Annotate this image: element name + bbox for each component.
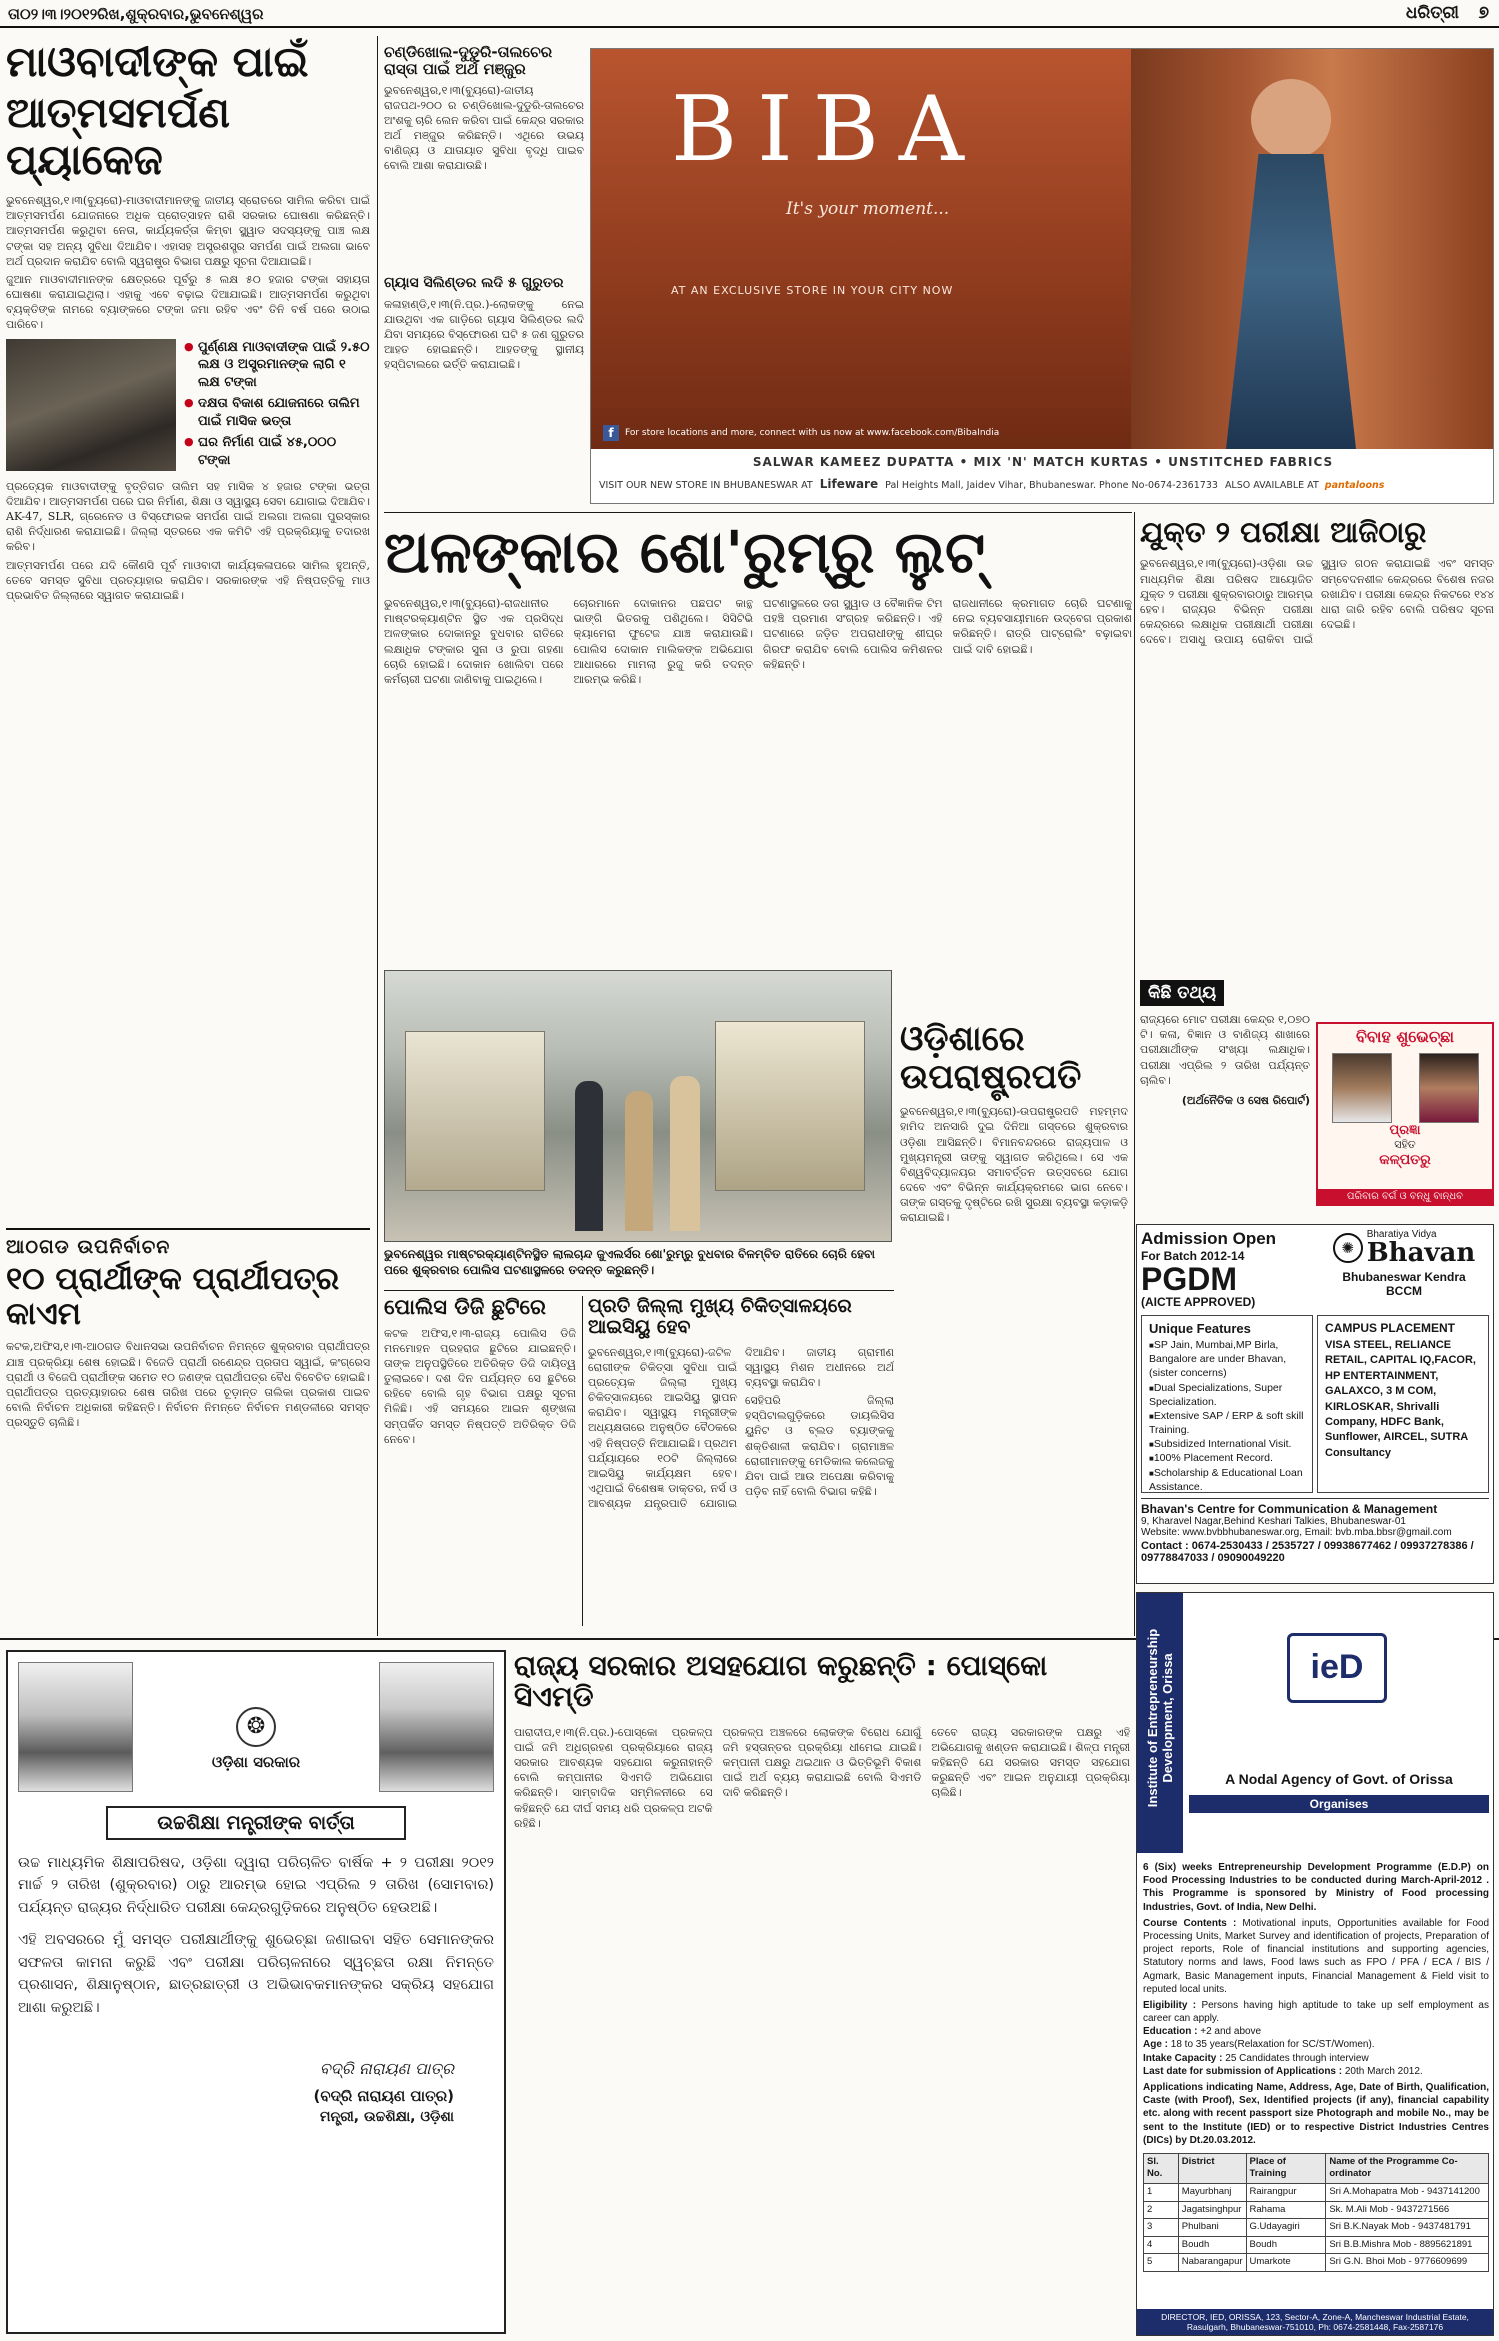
bhavan-features-title: Unique Features bbox=[1149, 1321, 1251, 1336]
govt-name: ଓଡ଼ିଶା ସରକାର bbox=[211, 1753, 301, 1771]
table-row bbox=[1144, 2219, 1489, 2237]
bhavan-web: Website: www.bvbbhubaneswar.org, Email: bvb.mba.bbsr@gmail.com bbox=[1141, 1527, 1452, 1538]
biba-facebook-text: For store locations and more, connect with us now at www.facebook.com/BibaIndia bbox=[625, 428, 1000, 438]
groom-photo bbox=[1332, 1053, 1392, 1123]
bhavan-ad bbox=[1136, 1224, 1494, 1584]
athagarh-kicker: ଆଠଗଡ ଉପନିର୍ବାଚନ bbox=[6, 1228, 370, 1258]
bhavan-course: PGDM bbox=[1141, 1261, 1237, 1297]
bhavan-feature: ■ Extensive SAP / ERP & soft skill Training. bbox=[1149, 1409, 1305, 1437]
table-cell: Mayurbhanj bbox=[1178, 2184, 1246, 2202]
maoist-story bbox=[6, 38, 370, 1198]
govt-message-title: ଉଚ୍ଚଶିକ୍ଷା ମନ୍ତ୍ରୀଙ୍କ ବାର୍ତ୍ତା bbox=[106, 1806, 406, 1840]
bullet-surrender-amount: ● ପୁର୍ଣ୍ଣକ୍ଷ ମାଓବାଦୀଙ୍କ ପାଇଁ ୨.୫୦ ଲକ୍ଷ ଓ ଅସ୍ତ୍ରମାନଙ୍କ ଲାଗି ୧ ଲକ୍ଷ ଟଙ୍କା bbox=[184, 339, 370, 392]
bhavan-centre: Bhavan's Centre for Communication & Management bbox=[1141, 1498, 1489, 1516]
table-cell: Boudh bbox=[1178, 2236, 1246, 2254]
athagarh-story bbox=[6, 1228, 370, 1628]
wedding-ad bbox=[1316, 1022, 1494, 1206]
police-headline: ପୋଲିସ ଡିଜି ଛୁଟିରେ bbox=[384, 1296, 546, 1319]
facts-body: ରାଜ୍ୟରେ ମୋଟ ପରୀକ୍ଷା କେନ୍ଦ୍ର ୧,୦୭୦ ଟି। କଳା, ବିଜ୍ଞାନ ଓ ବାଣିଜ୍ୟ ଶାଖାରେ ପରୀକ୍ଷାର୍ଥୀଙ୍କ ସଂଖ୍ୟା ଲକ୍ଷାଧିକ। ପରୀକ୍ଷା ଏପ୍ରିଲ ୨ ତାରିଖ ପର୍ଯ୍ୟନ୍ତ ଚାଲିବ। bbox=[1140, 1013, 1310, 1087]
wedding-groom: ପ୍ରଜ୍ଞା bbox=[1389, 1123, 1421, 1138]
wedding-footer: ପରିବାର ବର୍ଗ ଓ ବନ୍ଧୁ ବାନ୍ଧବ bbox=[1318, 1189, 1492, 1204]
ied-education-label: Education : bbox=[1143, 2026, 1198, 2038]
biba-partner-name: pantaloons bbox=[1324, 480, 1385, 491]
ied-vertical-title: Institute of Entrepreneurship Development, Orissa bbox=[1145, 1628, 1175, 1808]
table-cell: Boudh bbox=[1246, 2236, 1326, 2254]
bhavan-address: 9, Kharavel Nagar,Behind Keshari Talkies, Bhubaneswar-01 bbox=[1141, 1516, 1406, 1527]
table-cell: 4 bbox=[1144, 2236, 1179, 2254]
table-cell: Jagatsinghpur bbox=[1178, 2201, 1246, 2219]
table-cell: 3 bbox=[1144, 2219, 1179, 2237]
table-header: Place of Training bbox=[1246, 2153, 1326, 2183]
maoist-para-4: ଆତ୍ମସମର୍ପଣ ପରେ ଯଦି କୌଣସି ପୂର୍ବ ମାଓବାଦୀ କାର୍ଯ୍ୟକଳାପରେ ସାମିଲ ହୁଅନ୍ତି, ତେବେ ସମସ୍ତ ସୁବିଧା ପ୍ରତ୍ୟାହାର କରାଯିବ। ସରକାରଙ୍କ ଏହି ନିଷ୍ପତ୍ତିକୁ ମାଓ ପ୍ରଭାବିତ ଜିଲ୍ଲାରେ ସ୍ୱାଗତ କରାଯାଇଛି। bbox=[6, 558, 370, 602]
table-row bbox=[1144, 2184, 1489, 2202]
table-cell: Phulbani bbox=[1178, 2219, 1246, 2237]
ied-eligibility-label: Eligibility : bbox=[1143, 1999, 1197, 2011]
bhavan-feature: ■ Subsidized International Visit. bbox=[1149, 1437, 1305, 1451]
bhavan-placement-list: VISA STEEL, RELIANCE RETAIL, CAPITAL IQ,FACOR, HP ENTERTAINMENT, GALAXCO, 3 M COM, KIRLOSKAR, Shrivalli Company, HDFC Bank, Sunflower, AIRCEL, SUTRA Consultancy bbox=[1325, 1339, 1476, 1459]
cm-photo bbox=[18, 1662, 133, 1792]
bhavan-contact: Contact : 0674-2530433 / 2535727 / 09938677462 / 09937278386 / 09778847033 / 09090049220 bbox=[1141, 1540, 1474, 1564]
table-header: District bbox=[1178, 2153, 1246, 2183]
ied-lastdate-label: Last date for submission of Applications : bbox=[1143, 2065, 1343, 2077]
bhavan-admission: Admission Open bbox=[1141, 1229, 1277, 1248]
biba-product-line: SALWAR KAMEEZ DUPATTA • MIX 'N' MATCH KURTAS • UNSTITCHED FABRICS bbox=[752, 455, 1334, 469]
bhavan-feature: ■ 100% Placement Record. bbox=[1149, 1451, 1305, 1465]
maoist-para-3: ପ୍ରତ୍ୟେକ ମାଓବାଦୀଙ୍କୁ ବୃତ୍ତିଗତ ତାଲିମ ସହ ମାସିକ ୪ ହଜାର ଟଙ୍କା ଭତ୍ତା ଦିଆଯିବ। ଆତ୍ମସମର୍ପଣ ପରେ ଘର ନିର୍ମାଣ, ଶିକ୍ଷା ଓ ସ୍ୱାସ୍ଥ୍ୟ ସେବା ଯୋଗାଇ ଦିଆଯିବ। AK-47, SLR, ଗ୍ରେନେଡ ଓ ବିସ୍ଫୋରକ ସମର୍ପଣ ପାଇଁ ଅଲଗା ଅଲଗା ପୁରସ୍କାର ରାଶି ନିର୍ଦ୍ଧାରଣ କରାଯାଇଛି। ଜିଲ୍ଲା ସ୍ତରରେ ଏକ କମିଟି ଏହି ପ୍ରକ୍ରିୟାକୁ ତଦାରଖ କରିବ। bbox=[6, 479, 370, 554]
table-cell: 2 bbox=[1144, 2201, 1179, 2219]
minister-signature: ବଦ୍ରି ନାରାୟଣ ପାତ୍ର bbox=[319, 2059, 454, 2079]
gas-headline: ଗ୍ୟାସ ସିଲିଣ୍ଡର ଲଦି ୫ ଗୁରୁତର bbox=[384, 276, 564, 291]
ied-logo: ieD bbox=[1287, 1633, 1387, 1703]
bhavan-approval: (AICTE APPROVED) bbox=[1141, 1295, 1256, 1309]
table-cell: Umarkote bbox=[1246, 2254, 1326, 2272]
bhavan-logo-icon: ✺ bbox=[1333, 1233, 1363, 1263]
police-body: କଟକ ଅଫିସ,୧।୩-ରାଜ୍ୟ ପୋଲିସ ଡିଜି ମନମୋହନ ପ୍ରହରାଜ ଛୁଟିରେ ଯାଇଛନ୍ତି। ତାଙ୍କ ଅନୁପସ୍ଥିତିରେ ଅତିରିକ୍ତ ଡିଜି ଦାୟିତ୍ୱ ତୁଲାଇବେ। ଦଶ ଦିନ ପର୍ଯ୍ୟନ୍ତ ସେ ଛୁଟିରେ ରହିବେ ବୋଲି ଗୃହ ବିଭାଗ ପକ୍ଷରୁ ସୂଚନା ମିଳିଛି। ଏହି ସମୟରେ ଆଇନ ଶୃଙ୍ଖଳା ସମ୍ପର୍କିତ ସମସ୍ତ ନିଷ୍ପତ୍ତି ଅତିରିକ୍ତ ଡିଜି ନେବେ। bbox=[384, 1326, 576, 1446]
posco-story bbox=[514, 1650, 1130, 2334]
police-story bbox=[384, 1296, 576, 1626]
table-cell: Rairangpur bbox=[1246, 2184, 1326, 2202]
gas-body: କଳାହାଣ୍ଡି,୧।୩(ନି.ପ୍ର.)-ଲୋକଙ୍କୁ ନେଇ ଯାଉଥିବା ଏକ ଗାଡ଼ିରେ ଗ୍ୟାସ ସିଲିଣ୍ଡର ଲଦି ଯିବା ସମୟରେ ବିସ୍ଫୋରଣ ଘଟି ୫ ଜଣ ଗୁରୁତର ଆହତ ହୋଇଛନ୍ତି। ଆହତଙ୍କୁ ସ୍ଥାନୀୟ ହସ୍ପିଟାଲରେ ଭର୍ତ୍ତି କରାଯାଇଛି। bbox=[384, 297, 584, 372]
biba-visit-label: VISIT OUR NEW STORE IN BHUBANESWAR AT bbox=[599, 480, 813, 491]
biba-store-name: Lifeware bbox=[819, 477, 879, 491]
ied-organises: Organises bbox=[1189, 1795, 1489, 1813]
table-row bbox=[1144, 2201, 1489, 2219]
govt-para-2: ଏହି ଅବସରରେ ମୁଁ ସମସ୍ତ ପରୀକ୍ଷାର୍ଥୀଙ୍କୁ ଶୁଭେଚ୍ଛା ଜଣାଇବା ସହିତ ସେମାନଙ୍କର ସଫଳତା କାମନା କରୁଛି ଏବଂ ପରୀକ୍ଷା ପରିଚାଳନାରେ ସ୍ୱଚ୍ଛତା ରକ୍ଷା ନିମନ୍ତେ ପ୍ରଶାସନ, ଶିକ୍ଷାନୁଷ୍ଠାନ, ଛାତ୍ରଛାତ୍ରୀ ଓ ଅଭିଭାବକମାନଙ୍କର ସକ୍ରିୟ ସହଯୋଗ ଆଶା କରୁଅଛି। bbox=[18, 1932, 494, 2016]
bhavan-feature: ■ SP Jain, Mumbai,MP Birla, Bangalore are under Bhavan, (sister concerns) bbox=[1149, 1338, 1305, 1381]
govt-para-1: ଉଚ୍ଚ ମାଧ୍ୟମିକ ଶିକ୍ଷାପରିଷଦ, ଓଡ଼ିଶା ଦ୍ୱାରା ପରିଚାଳିତ ବାର୍ଷିକ + ୨ ପରୀକ୍ଷା ୨୦୧୨ ମାର୍ଚ୍ଚ ୨ ତାରିଖ (ଶୁକ୍ରବାର) ଠାରୁ ଆରମ୍ଭ ହୋଇ ଏପ୍ରିଲ ୨ ତାରିଖ (ସୋମବାର) ପର୍ଯ୍ୟନ୍ତ ରାଜ୍ୟର ନିର୍ଦ୍ଧାରିତ ପରୀକ୍ଷା କେନ୍ଦ୍ରଗୁଡ଼ିକରେ ଅନୁଷ୍ଠିତ ହେଉଅଛି। bbox=[18, 1855, 494, 1916]
gas-story bbox=[384, 276, 584, 506]
ied-lastdate: 20th March 2012. bbox=[1344, 2065, 1423, 2077]
table-cell: Sri A.Mohapatra Mob - 9437141200 bbox=[1326, 2184, 1489, 2202]
plus2-body: ଭୁବନେଶ୍ୱର,୧।୩(ବ୍ୟୁରୋ)-ଓଡ଼ିଶା ଉଚ୍ଚ ମାଧ୍ୟମିକ ଶିକ୍ଷା ପରିଷଦ ଆୟୋଜିତ ଯୁକ୍ତ ୨ ପରୀକ୍ଷା ଶୁକ୍ରବାରଠାରୁ ଆରମ୍ଭ ହେବ। ରାଜ୍ୟର ବିଭିନ୍ନ ପରୀକ୍ଷା କେନ୍ଦ୍ରରେ ଲକ୍ଷାଧିକ ପରୀକ୍ଷାର୍ଥୀ ପରୀକ୍ଷା ଦେବେ। ଅସାଧୁ ଉପାୟ ରୋକିବା ପାଇଁ ସ୍କ୍ୱାଡ ଗଠନ କରାଯାଇଛି ଏବଂ ସମସ୍ତ ସମ୍ବେଦନଶୀଳ କେନ୍ଦ୍ରରେ ବିଶେଷ ନଜର ରଖାଯିବ। ପରୀକ୍ଷା କେନ୍ଦ୍ର ନିକଟରେ ୧୪୪ ଧାରା ଜାରି ରହିବ ବୋଲି ପରିଷଦ ସୂଚନା ଦେଇଛି। bbox=[1140, 557, 1494, 647]
biba-model-photo bbox=[1131, 49, 1494, 449]
wedding-title: ବିବାହ ଶୁଭେଚ୍ଛା bbox=[1355, 1027, 1455, 1046]
bhavan-feature: ■ Scholarship & Educational Loan Assistance. bbox=[1149, 1466, 1305, 1494]
table-cell: G.Udayagiri bbox=[1246, 2219, 1326, 2237]
icu-headline: ପ୍ରତି ଜିଲ୍ଲା ମୁଖ୍ୟ ଚିକିତ୍ସାଳୟରେ ଆଇସିୟୁ ହେବ bbox=[588, 1296, 852, 1339]
bhavan-bccm: BCCM bbox=[1386, 1284, 1422, 1298]
table-row bbox=[1144, 2254, 1489, 2272]
bhavan-batch: For Batch 2012-14 bbox=[1141, 1249, 1245, 1263]
maoist-photo bbox=[6, 339, 176, 471]
table-cell: Sk. M.Ali Mob - 9437271566 bbox=[1326, 2201, 1489, 2219]
vp-headline-2: ଉପରାଷ୍ଟ୍ରପତି bbox=[900, 1057, 1082, 1098]
posco-col-3: ତେବେ ରାଜ୍ୟ ସରକାରଙ୍କ ପକ୍ଷରୁ ଏହି ଅଭିଯୋଗକୁ ଖଣ୍ଡନ କରାଯାଇଛି। ଶିଳ୍ପ ମନ୍ତ୍ରୀ କହିଛନ୍ତି ଯେ ସରକାର ସମସ୍ତ ସହଯୋଗ କରୁଛନ୍ତି ଏବଂ ଆଇନ ଅନୁଯାୟୀ ପ୍ରକ୍ରିୟା ଚାଲିଛି। bbox=[931, 1725, 1130, 1800]
table-cell: Sri B.K.Nayak Mob - 9437481791 bbox=[1326, 2219, 1489, 2237]
facts-source: (ଅର୍ଥନୈତିକ ଓ ସେଷ ରିପୋର୍ଟ) bbox=[1181, 1093, 1310, 1107]
facts-title: କିଛି ତଥ୍ୟ bbox=[1140, 980, 1224, 1006]
maoist-headline-1: ମାଓବାଦୀଙ୍କ ପାଇଁ bbox=[6, 38, 309, 86]
minister-photo bbox=[379, 1662, 494, 1792]
ied-contents: Motivational inputs, Opportunities available for Food Processing Units, Market Survey and identification of projects, Preparation of project reports, Role of financial institutions and supporting agencies, Statutory norms and laws, Food laws such as FPO / PFA / ECA / BIS / Agmark, Basic Management inputs, Financial Management & Field visit to reputed local units. bbox=[1143, 1917, 1490, 1995]
athagarh-headline: ୧୦ ପ୍ରାର୍ଥୀଙ୍କ ପ୍ରାର୍ଥୀପତ୍ର କାଏମ bbox=[6, 1261, 340, 1332]
minister-designation: ମନ୍ତ୍ରୀ, ଉଚ୍ଚଶିକ୍ଷା, ଓଡ଼ିଶା bbox=[319, 2109, 454, 2126]
wedding-with: ସହିତ bbox=[1394, 1138, 1416, 1151]
jewel-col-4: ରାଜଧାନୀରେ କ୍ରମାଗତ ଚୋରି ଘଟଣାକୁ ନେଇ ବ୍ୟବସାୟୀମାନେ ଉଦ୍‌ବେଗ ପ୍ରକାଶ କରିଛନ୍ତି। ରାତ୍ରି ପାଟ୍ରୋଲିଂ ବଢ଼ାଇବା ପାଇଁ ଦାବି ହୋଇଛି। bbox=[952, 597, 1132, 656]
table-cell: 1 bbox=[1144, 2184, 1179, 2202]
bullet-house-amount: ● ଘର ନିର୍ମାଣ ପାଇଁ ୪୫,୦୦୦ ଟଙ୍କା bbox=[184, 434, 370, 469]
ied-contents-label: Course Contents : bbox=[1143, 1917, 1237, 1929]
ied-footer: DIRECTOR, IED, ORISSA, 123, Sector-A, Zone-A, Mancheswar Industrial Estate, Rasulgarh, Bhubaneswar-751010, Ph: 0674-2581448, Fax-2587176 bbox=[1137, 2309, 1493, 2335]
biba-logo: BIBA bbox=[671, 77, 984, 182]
vp-body: ଭୁବନେଶ୍ୱର,୧।୩(ବ୍ୟୁରୋ)-ଉପରାଷ୍ଟ୍ରପତି ମହମ୍ମଦ ହାମିଦ ଅନସାରି ଦୁଇ ଦିନିଆ ଗସ୍ତରେ ଶୁକ୍ରବାର ଓଡ଼ିଶା ଆସିଛନ୍ତି। ବିମାନବନ୍ଦରରେ ରାଜ୍ୟପାଳ ଓ ମୁଖ୍ୟମନ୍ତ୍ରୀ ତାଙ୍କୁ ସ୍ୱାଗତ କରିଥିଲେ। ସେ ଏକ ବିଶ୍ୱବିଦ୍ୟାଳୟର ସମାବର୍ତ୍ତନ ଉତ୍ସବରେ ଯୋଗ ଦେବେ ଏବଂ ବିଭିନ୍ନ କାର୍ଯ୍ୟକ୍ରମରେ ଭାଗ ନେବେ। ତାଙ୍କ ଗସ୍ତକୁ ଦୃଷ୍ଟିରେ ରଖି ସୁରକ୍ଷା ବ୍ୟବସ୍ଥା କଡ଼ାକଡ଼ି କରାଯାଇଛି। bbox=[900, 1105, 1128, 1225]
maoist-para-1: ଭୁବନେଶ୍ୱର,୧।୩(ବ୍ୟୁରୋ)-ମାଓବାଦୀମାନଙ୍କୁ ଜାତୀୟ ସ୍ରୋତରେ ସାମିଲ କରିବା ପାଇଁ ଆତ୍ମସମର୍ପଣ ଯୋଜନାରେ ଅଧିକ ପ୍ରୋତ୍ସାହନ ରାଶି ସରକାର ଘୋଷଣା କରିଛନ୍ତି। ଆତ୍ମସମର୍ପଣ କରୁଥିବା ନେତା, କାର୍ଯ୍ୟକର୍ତ୍ତା କିମ୍ବା ସ୍କ୍ୱାଡ ସଦସ୍ୟଙ୍କୁ ପାଞ୍ଚ ଲକ୍ଷ ଟଙ୍କା ସହ ଅନ୍ୟ ସୁବିଧା ଦିଆଯିବ। ଏହାସହ ଅସ୍ତ୍ରଶସ୍ତ୍ର ସମର୍ପଣ ପାଇଁ ଅଲଗା ଭାବେ ଅର୍ଥ ପ୍ରଦାନ କରାଯିବ ବୋଲି ସ୍ୱରାଷ୍ଟ୍ର ବିଭାଗ ପକ୍ଷରୁ ସୂଚନା ଦିଆଯାଇଛି। bbox=[6, 194, 370, 268]
bhavan-kendra: Bhubaneswar Kendra bbox=[1342, 1270, 1466, 1284]
table-header: Name of the Programme Co-ordinator bbox=[1326, 2153, 1489, 2183]
bullet-skill-training: ● ଦକ୍ଷତା ବିକାଶ ଯୋଜନାରେ ତାଲିମ ପାଇଁ ମାସିକ ଭତ୍ତା bbox=[184, 395, 370, 430]
paper-name: ଧରିତ୍ରୀ bbox=[1405, 3, 1459, 23]
ied-intro: 6 (Six) weeks Entrepreneurship Development Programme (E.D.P) on Food Processing Industries to be conducted during March-April-2012 . This Programme is sponsored by Ministry of Food processing Industries, Govt. of India, New Delhi. bbox=[1143, 1862, 1489, 1913]
posco-col-2: ପ୍ରକଳ୍ପ ଅଞ୍ଚଳରେ ଲୋକଙ୍କ ବିରୋଧ ଯୋଗୁଁ ଜମି ହସ୍ତାନ୍ତର ପ୍ରକ୍ରିୟା ଧୀମେଇ ଯାଇଛି। କମ୍ପାନୀ ପକ୍ଷରୁ ଥଇଥାନ ଓ ଭିତ୍ତିଭୂମି ବିକାଶ ପାଇଁ ଅର୍ଥ ବ୍ୟୟ କରାଯାଇଛି ବୋଲି ସିଏମଡି ଦାବି କରିଛନ୍ତି। bbox=[722, 1725, 922, 1800]
ied-eligibility: Persons having high aptitude to take up self employment as career can apply. bbox=[1143, 1999, 1489, 2025]
bhavan-org-small: Bharatiya Vidya bbox=[1366, 1229, 1437, 1240]
bhavan-feature: ■ Dual Specializations, Super Specialization. bbox=[1149, 1381, 1305, 1409]
table-cell: Sri G.N. Bhoi Mob - 9776609699 bbox=[1326, 2254, 1489, 2272]
odisha-emblem-icon: ❂ bbox=[236, 1707, 276, 1747]
ied-intake-label: Intake Capacity : bbox=[1143, 2052, 1223, 2064]
ied-agency: A Nodal Agency of Govt. of Orissa bbox=[1225, 1771, 1453, 1787]
ied-age: 18 to 35 years(Relaxation for SC/ST/Women). bbox=[1170, 2039, 1375, 2051]
chandikhol-body: ଭୁବନେଶ୍ୱର,୧।୩(ବ୍ୟୁରୋ)-ଜାତୀୟ ରାଜପଥ-୨୦୦ ର ଚଣ୍ଡିଖୋଲ-ଦୁଡୁରି-ତାଲଚେର ଅଂଶକୁ ଚାରି ଲେନ କରିବା ପାଇଁ କେନ୍ଦ୍ର ସରକାର ଅର୍ଥ ମଞ୍ଜୁର କରିଛନ୍ତି। ଏଥିରେ ଉଭୟ ବାଣିଜ୍ୟ ଓ ଯାତାୟାତ ସୁବିଧା ବୃଦ୍ଧି ପାଇବ ବୋଲି ଆଶା କରାଯାଉଛି। bbox=[384, 83, 584, 173]
icu-story bbox=[588, 1296, 894, 1626]
ied-intake: 25 Candidates through interview bbox=[1225, 2052, 1369, 2064]
jewel-headline: ଅଳଙ୍କାର ଶୋ'ରୁମ୍‌ରୁ ଲୁଟ୍ bbox=[384, 520, 986, 586]
jewel-col-2: ଚୋରମାନେ ଦୋକାନର ପଛପଟ କାନ୍ଥ ଭାଙ୍ଗି ଭିତରକୁ ପଶିଥିଲେ। ସିସିଟିଭି କ୍ୟାମେରା ଫୁଟେଜ ଯାଞ୍ଚ କରାଯାଉଛି। ପୋଲିସ ଦୋକାନ ମାଲିକଙ୍କ ଅଭିଯୋଗ ଆଧାରରେ ମାମଲା ରୁଜୁ କରି ତଦନ୍ତ ଆରମ୍ଭ କରିଛି। bbox=[573, 597, 753, 686]
jewel-col-1: ଭୁବନେଶ୍ୱର,୧।୩(ବ୍ୟୁରୋ)-ରାଜଧାନୀର ମାଷ୍ଟରକ୍ୟାଣ୍ଟିନ ସ୍ଥିତ ଏକ ପ୍ରସିଦ୍ଧ ଅଳଙ୍କାର ଦୋକାନରୁ ବୁଧବାର ରାତିରେ ଲକ୍ଷାଧିକ ଟଙ୍କାର ସୁନା ଓ ରୁପା ଗହଣା ଚୋରି ହୋଇଛି। ଦୋକାନ ଖୋଲିବା ପରେ କର୍ମଚାରୀ ଘଟଣା ଜାଣିବାକୁ ପାଇଥିଲେ। bbox=[384, 597, 564, 686]
icu-body: ଭୁବନେଶ୍ୱର,୧।୩(ବ୍ୟୁରୋ)-ଜଟିଳ ରୋଗୀଙ୍କ ଚିକିତ୍ସା ସୁବିଧା ପାଇଁ ପ୍ରତ୍ୟେକ ଜିଲ୍ଲା ମୁଖ୍ୟ ଚିକିତ୍ସାଳୟରେ ଆଇସିୟୁ ସ୍ଥାପନ କରାଯିବ। ସ୍ୱାସ୍ଥ୍ୟ ମନ୍ତ୍ରୀଙ୍କ ଅଧ୍ୟକ୍ଷତାରେ ଅନୁଷ୍ଠିତ ବୈଠକରେ ଏହି ନିଷ୍ପତ୍ତି ନିଆଯାଇଛି। ପ୍ରଥମ ପର୍ଯ୍ୟାୟରେ ୧୦ଟି ଜିଲ୍ଲାରେ ଆଇସିୟୁ କାର୍ଯ୍ୟକ୍ଷମ ହେବ। ଏଥିପାଇଁ ବିଶେଷଜ୍ଞ ଡାକ୍ତର, ନର୍ସ ଓ ଆବଶ୍ୟକ ଯନ୍ତ୍ରପାତି ଯୋଗାଇ ଦିଆଯିବ। ଜାତୀୟ ଗ୍ରାମୀଣ ସ୍ୱାସ୍ଥ୍ୟ ମିଶନ ଅଧୀନରେ ଅର୍ଥ ବ୍ୟବସ୍ଥା କରାଯିବ। bbox=[588, 1345, 894, 1511]
masthead-strip bbox=[0, 0, 1499, 28]
bhavan-placement-title: CAMPUS PLACEMENT bbox=[1325, 1321, 1456, 1335]
biba-ad bbox=[590, 48, 1494, 504]
bride-photo bbox=[1419, 1053, 1479, 1123]
chandikhol-story bbox=[384, 44, 584, 274]
wedding-bride: କଳ୍ପତରୁ bbox=[1379, 1152, 1431, 1168]
facebook-icon: f bbox=[603, 425, 619, 441]
vp-headline-1: ଓଡ଼ିଶାରେ bbox=[900, 1020, 1025, 1059]
govt-message-ad bbox=[6, 1650, 506, 2334]
ied-schedule-table bbox=[1143, 2153, 1489, 2272]
table-row bbox=[1144, 2236, 1489, 2254]
jewel-body bbox=[384, 596, 1132, 966]
biba-also-label: ALSO AVAILABLE AT bbox=[1224, 480, 1319, 491]
jewel-photo-caption: ଭୁବନେଶ୍ୱର ମାଷ୍ଟରକ୍ୟାଣ୍ଟିନସ୍ଥିତ ଲାଲଚାନ୍ଦ ଜୁଏଲର୍ସର ଶୋ'ରୁମ୍‌ରୁ ବୁଧବାର ବିଳମ୍ବିତ ରାତିରେ ଚୋରି ହେବା ପରେ ଶୁକ୍ରବାର ପୋଲିସ ଘଟଣାସ୍ଥଳରେ ତଦନ୍ତ କରୁଛନ୍ତି। bbox=[384, 1247, 875, 1278]
ied-applications: Applications indicating Name, Address, Age, Date of Birth, Qualification, Caste (with Proof), Sex, Identified projects (if any), financial capability etc. along with recent passport size Photograph and mobile No., may be sent to the Institute (IED) or to respective District Industries Centres (DICs) by Dt.20.03.2012. bbox=[1143, 2082, 1489, 2146]
facts-box bbox=[1140, 980, 1310, 1216]
ied-age-label: Age : bbox=[1143, 2039, 1168, 2051]
page-number: ୭ bbox=[1478, 3, 1489, 23]
icu-body-2: ସେହିପରି ଜିଲ୍ଲା ହସ୍ପିଟାଲଗୁଡ଼ିକରେ ଡାୟଲିସିସ ୟୁନିଟ ଓ ବ୍ଲଡ ବ୍ୟାଙ୍କକୁ ଶକ୍ତିଶାଳୀ କରାଯିବ। ଗ୍ରାମାଞ୍ଚଳ ରୋଗୀମାନଙ୍କୁ ମେଡିକାଲ କଲେଜକୁ ଯିବା ପାଇଁ ଆଉ ଅପେକ୍ଷା କରିବାକୁ ପଡ଼ିବ ନାହିଁ ବୋଲି ବିଭାଗ କହିଛି। bbox=[745, 1394, 894, 1499]
table-cell: 5 bbox=[1144, 2254, 1179, 2272]
ied-education: +2 and above bbox=[1200, 2026, 1262, 2038]
table-cell: Nabarangapur bbox=[1178, 2254, 1246, 2272]
chandikhol-headline: ଚଣ୍ଡିଖୋଲ-ଦୁଡୁରି-ତାଲଚେର ରାସ୍ତା ପାଇଁ ଅର୍ଥ ମଞ୍ଜୁର bbox=[384, 44, 553, 78]
biba-store-address: Pal Heights Mall, Jaidev Vihar, Bhubaneswar. Phone No-0674-2361733 bbox=[885, 480, 1218, 491]
minister-name: (ବଦ୍ରି ନାରାୟଣ ପାତ୍ର) bbox=[313, 2087, 454, 2106]
date-line: ତା୦୨।୩।୨୦୧୨ରିଖ,ଶୁକ୍ରବାର,ଭୁବନେଶ୍ୱର bbox=[8, 5, 264, 23]
vp-story bbox=[900, 1020, 1128, 1620]
table-cell: Sri B.B.Mishra Mob - 8895621891 bbox=[1326, 2236, 1489, 2254]
posco-headline: ରାଜ୍ୟ ସରକାର ଅସହଯୋଗ କରୁଛନ୍ତି : ପୋସ୍କୋ ସିଏମ୍‌ଡି bbox=[514, 1650, 1048, 1714]
plus2-story bbox=[1140, 516, 1494, 976]
ied-ad bbox=[1136, 1592, 1494, 2336]
bhavan-org: Bhavan bbox=[1366, 1238, 1476, 1268]
jewel-showroom-photo bbox=[384, 970, 892, 1242]
posco-col-1: ପାରାଦୀପ,୧।୩(ନି.ପ୍ର.)-ପୋସ୍କୋ ପ୍ରକଳ୍ପ ପାଇଁ ଜମି ଅଧିଗ୍ରହଣ ପ୍ରକ୍ରିୟାରେ ରାଜ୍ୟ ସରକାର ଆବଶ୍ୟକ ସହଯୋଗ କରୁନାହାନ୍ତି ବୋଲି କମ୍ପାନୀର ସିଏମଡି ଅଭିଯୋଗ କରିଛନ୍ତି। ସାମ୍ବାଦିକ ସମ୍ମିଳନୀରେ ସେ କହିଛନ୍ତି ଯେ ଦୀର୍ଘ ସମୟ ଧରି ପ୍ରକଳ୍ପ ଅଟକି ରହିଛି। bbox=[514, 1725, 713, 1830]
athagarh-body: କଟକ,ଅଫିସ,୧।୩-ଆଠଗଡ ବିଧାନସଭା ଉପନିର୍ବାଚନ ନିମନ୍ତେ ଶୁକ୍ରବାର ପ୍ରାର୍ଥୀପତ୍ର ଯାଞ୍ଚ ପ୍ରକ୍ରିୟା ଶେଷ ହୋଇଛି। ବିଜେଡି ପ୍ରାର୍ଥୀ ରଣେନ୍ଦ୍ର ପ୍ରତାପ ସ୍ୱାଇଁ, କଂଗ୍ରେସ ପ୍ରାର୍ଥୀ ଓ ବିଜେପି ପ୍ରାର୍ଥୀଙ୍କ ସମେତ ୧୦ ଜଣଙ୍କ ପ୍ରାର୍ଥୀପତ୍ର ବୈଧ ବିବେଚିତ ହୋଇଛି। ପ୍ରାର୍ଥୀପତ୍ର ପ୍ରତ୍ୟାହାରର ଶେଷ ତାରିଖ ପରେ ଚୂଡ଼ାନ୍ତ ତାଲିକା ପ୍ରକାଶ ପାଇବ ବୋଲି ନିର୍ବାଚନ ଅଧିକାରୀ କହିଛନ୍ତି। ନିର୍ବାଚନ ନିମନ୍ତେ ନିର୍ବାଚନ ମଣ୍ଡଳୀରେ ସମସ୍ତ ପ୍ରସ୍ତୁତି ଚାଲିଛି। bbox=[6, 1340, 370, 1430]
biba-tagline: It's your moment... bbox=[786, 199, 950, 219]
maoist-para-2: ଜୁଆନ ମାଓବାଦୀମାନଙ୍କ କ୍ଷେତ୍ରରେ ପୂର୍ବରୁ ୫ ଲକ୍ଷ ୫୦ ହଜାର ଟଙ୍କା ସହାୟତା ଘୋଷଣା କରାଯାଇଥିଲା। ଏହାକୁ ଏବେ ବଢ଼ାଇ ଦିଆଯାଇଛି। ଆତ୍ମସମର୍ପଣ କରୁଥିବା ବ୍ୟକ୍ତିଙ୍କ ନାମରେ ବ୍ୟାଙ୍କରେ ଟଙ୍କା ଜମା ରହିବ ଏବଂ ତିନି ବର୍ଷ ପରେ ଉଠାଇ ପାରିବେ। bbox=[6, 272, 370, 332]
table-cell: Rahama bbox=[1246, 2201, 1326, 2219]
jewel-col-3: ଘଟଣାସ୍ଥଳରେ ଡଗ ସ୍କ୍ୱାଡ ଓ ବୈଜ୍ଞାନିକ ଟିମ ପହଞ୍ଚି ପ୍ରମାଣ ସଂଗ୍ରହ କରିଛନ୍ତି। ଏହି ଘଟଣାରେ ଜଡ଼ିତ ଅପରାଧୀଙ୍କୁ ଶୀଘ୍ର ଗିରଫ କରାଯିବ ବୋଲି ପୋଲିସ କମିଶନର କହିଛନ୍ତି। bbox=[763, 597, 943, 671]
table-header: Sl. No. bbox=[1144, 2153, 1179, 2183]
maoist-headline-2: ଆତ୍ମସମର୍ପଣ ପ୍ୟାକେଜ bbox=[6, 88, 230, 185]
biba-store-note: AT AN EXCLUSIVE STORE IN YOUR CITY NOW bbox=[671, 284, 954, 297]
plus2-headline: ଯୁକ୍ତ ୨ ପରୀକ୍ଷା ଆଜିଠାରୁ bbox=[1140, 516, 1427, 549]
